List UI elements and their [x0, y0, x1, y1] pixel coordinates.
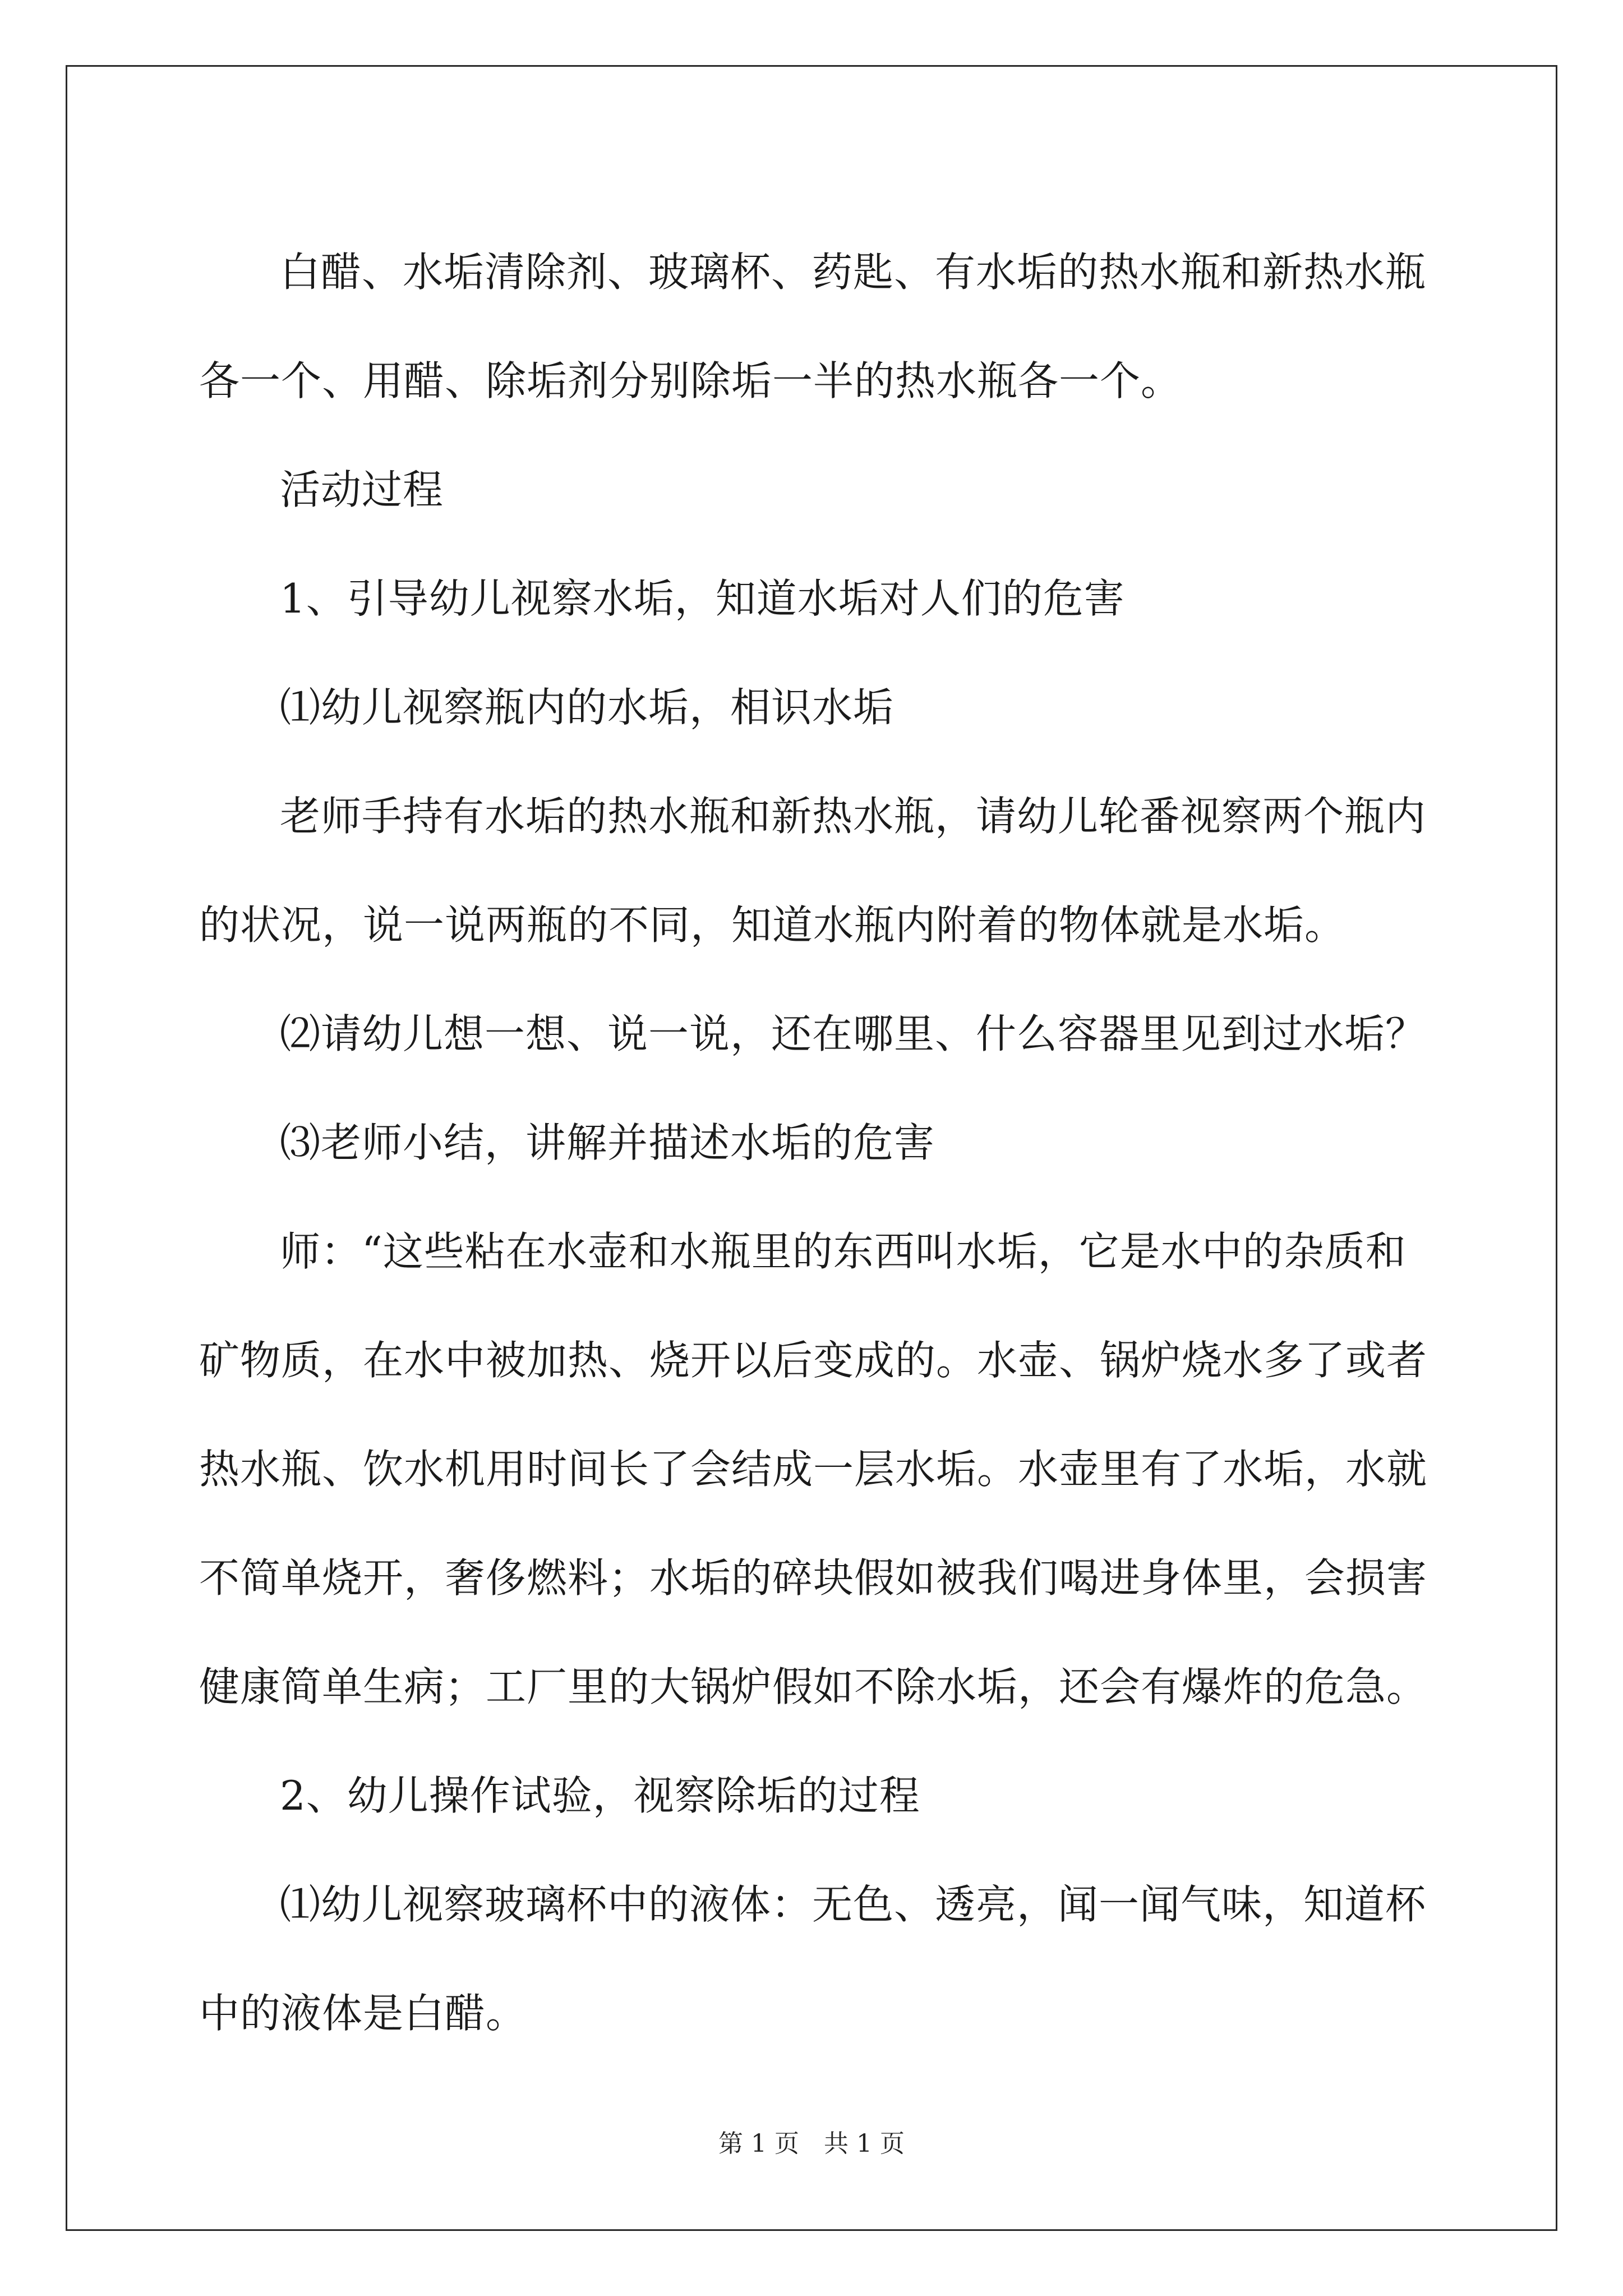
paragraph-activity-heading: 活动过程	[280, 466, 444, 513]
paragraph-materials: 白醋、水垢清除剂、玻璃杯、药匙、有水垢的热水瓶和新热水瓶各一个、用醋、除垢剂分别除垢一半的热水瓶各一个。	[199, 249, 1427, 404]
document-body	[199, 218, 1433, 2068]
paragraph-step-1-1: ⑴幼儿视察瓶内的水垢，相识水垢	[280, 684, 895, 731]
paragraph-step-2-1: ⑴幼儿视察玻璃杯中的液体：无色、透亮，闻一闻气味，知道杯中的液体是白醋。	[199, 1881, 1427, 2037]
page-number-footer: 第 1 页 共 1 页	[718, 2129, 905, 2158]
paragraph-teacher-summary: 师：“这些粘在水壶和水瓶里的东西叫水垢，它是水中的杂质和矿物质，在水中被加热、烧开以后变成的。水壶、锅炉烧水多了或者热水瓶、饮水机用时间长了会结成一层水垢。水壶里有了水垢，水就不简单烧开，奢侈燃料；水垢的碎块假如被我们喝进身体里，会损害健康简单生病；工厂里的大锅炉假如不除水垢，还会有爆炸的危急。	[199, 1228, 1428, 1710]
paragraph-teacher-demo: 老师手持有水垢的热水瓶和新热水瓶，请幼儿轮番视察两个瓶内的状况，说一说两瓶的不同，知道水瓶内附着的物体就是水垢。	[199, 793, 1427, 949]
paragraph-step-1-3: ⑶老师小结，讲解并描述水垢的危害	[280, 1119, 935, 1166]
paragraph-step-1-2: ⑵请幼儿想一想、说一说，还在哪里、什么容器里见到过水垢？	[280, 1010, 1427, 1057]
paragraph-step-1: 1、引导幼儿视察水垢，知道水垢对人们的危害	[280, 575, 1125, 622]
paragraph-step-2: 2、幼儿操作试验，视察除垢的过程	[280, 1772, 920, 1819]
